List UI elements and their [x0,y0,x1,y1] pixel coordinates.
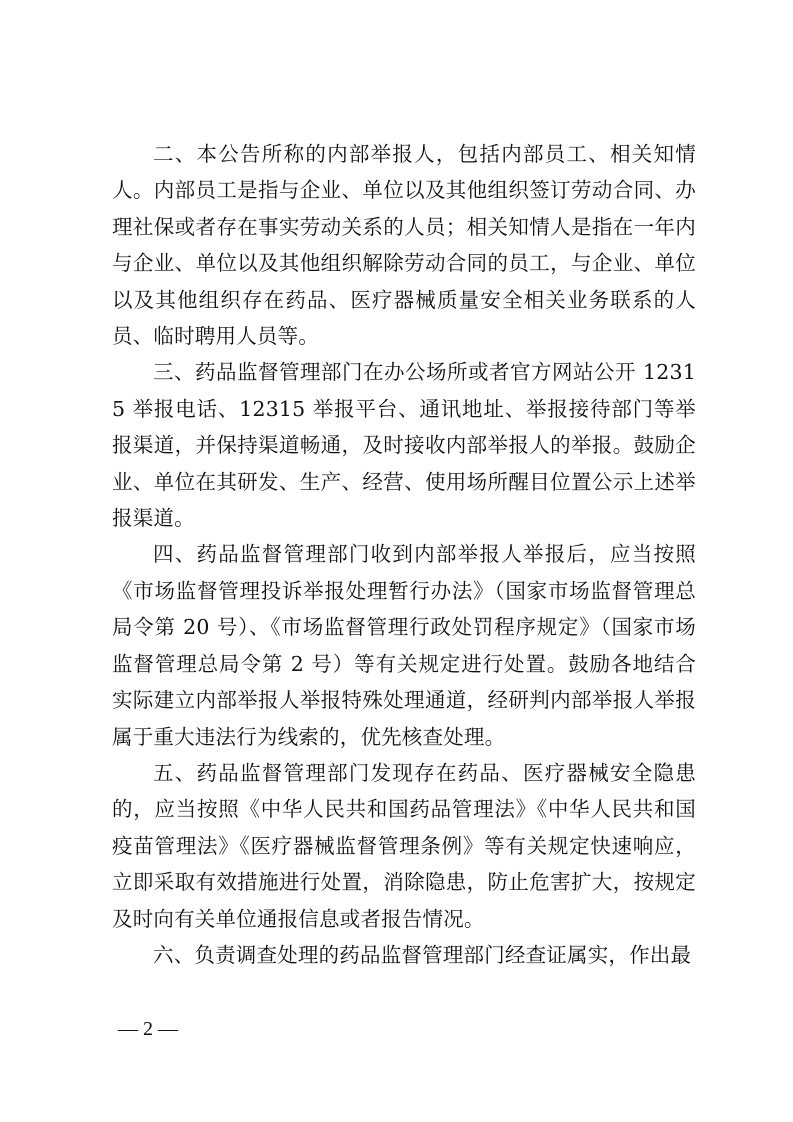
paragraph-2: 二、本公告所称的内部举报人，包括内部员工、相关知情人。内部员工是指与企业、单位以及其他组织签订劳动合同、办理社保或者存在事实劳动关系的人员；相关知情人是指在一年内与企业、单位以及其他组织解除劳动合同的员工，与企业、单位以及其他组织存在药品、医疗器械质量安全相关业务联系的人员、临时聘用人员等。 [112,142,696,349]
paragraph-6: 六、负责调查处理的药品监督管理部门经查证属实，作出最 [153,942,692,967]
body-text [112,136,696,973]
paragraph-3: 三、药品监督管理部门在办公场所或者官方网站公开 12315 举报电话、12315 举报平台、通讯地址、举报接待部门等举报渠道，并保持渠道畅通，及时接收内部举报人的举报。鼓励企业、单位在其研发、生产、经营、使用场所醒目位置公示上述举报渠道。 [112,360,696,531]
paragraph-5: 五、药品监督管理部门发现存在药品、医疗器械安全隐患的，应当按照《中华人民共和国药品管理法》《中华人民共和国疫苗管理法》《医疗器械监督管理条例》等有关规定快速响应，立即采取有效措施进行处置，消除隐患，防止危害扩大，按规定及时向有关单位通报信息或者报告情况。 [112,760,696,931]
page-number: — 2 — [118,1018,178,1040]
paragraph-4: 四、药品监督管理部门收到内部举报人举报后，应当按照《市场监督管理投诉举报处理暂行办法》（国家市场监督管理总局令第 20 号）、《市场监督管理行政处罚程序规定》（国家市场监督管理总局令第 2 号）等有关规定进行处置。鼓励各地结合实际建立内部举报人举报特殊处理通道，经研判内部举报人举报属于重大违法行为线索的，优先核查处理。 [112,542,696,749]
